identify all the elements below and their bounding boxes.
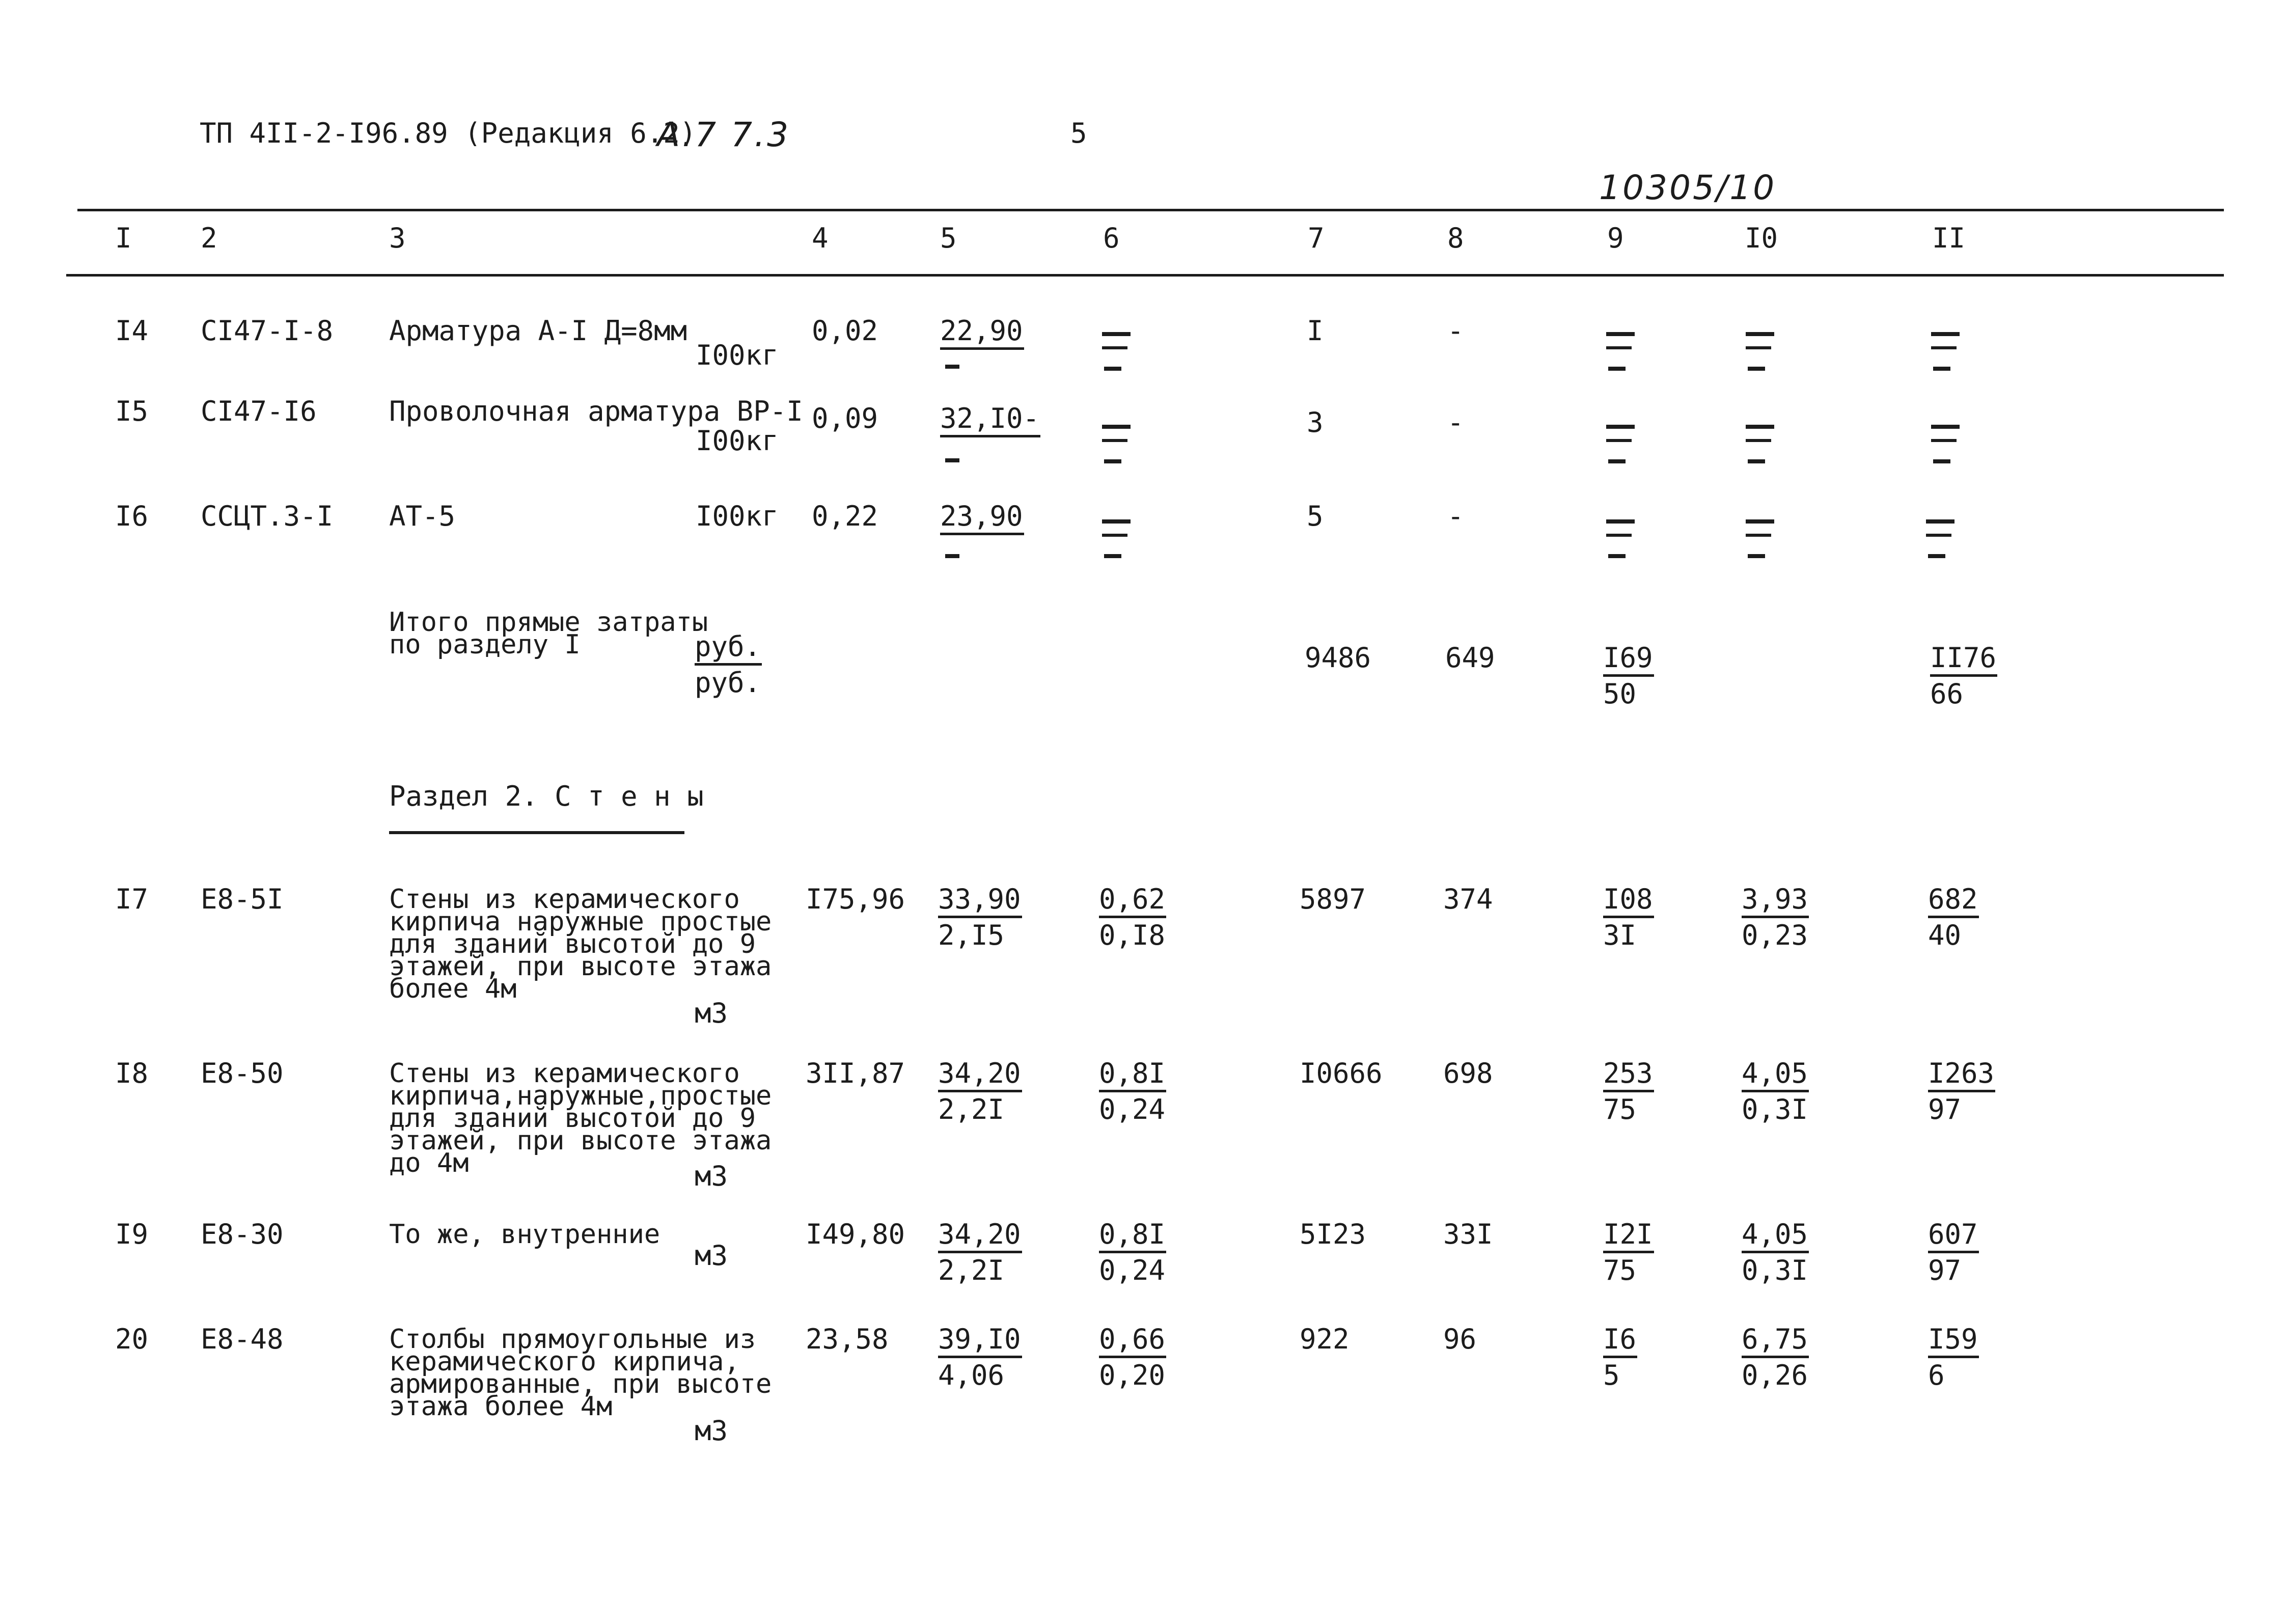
cell-col6: $\frac{0,66}{0,20}$ bbox=[1099, 1323, 1166, 1391]
row-quantity: 3II,87 bbox=[806, 1057, 905, 1089]
cell-col5-dash bbox=[945, 365, 959, 369]
cell-col5: $\frac{34,20}{2,2I}$ bbox=[938, 1218, 1021, 1286]
row-description: Арматура А-I Д=8мм bbox=[389, 315, 687, 347]
cell-col7: 5I23 bbox=[1300, 1218, 1366, 1250]
handwritten-number: 10305/10 bbox=[1599, 168, 1777, 207]
row-description: Столбы прямоугольные из керамического кирпича, армированные, при высоте этажа более 4м bbox=[389, 1324, 772, 1422]
row-unit: м3 bbox=[695, 1160, 728, 1192]
total-col7: 9486 bbox=[1305, 642, 1371, 674]
row-unit: м3 bbox=[695, 1415, 728, 1447]
row-description: АТ-5 bbox=[389, 500, 456, 532]
cell-col5: $\frac{33,90}{2,I5}$ bbox=[938, 883, 1021, 951]
column-header-5: 5 bbox=[940, 222, 957, 254]
row-quantity: I75,96 bbox=[806, 883, 905, 915]
cell-col7: I0666 bbox=[1300, 1057, 1383, 1089]
cell-col8: 33I bbox=[1443, 1218, 1493, 1250]
cell-col6: $\frac{0,62}{0,I8}$ bbox=[1099, 883, 1166, 951]
cell-col6: $\frac{0,8I}{0,24}$ bbox=[1099, 1057, 1166, 1125]
cell-col11: $\frac{607}{97}$ bbox=[1928, 1218, 1978, 1286]
handwritten-mark: А.7 7.3 bbox=[657, 115, 791, 154]
row-code: Е8-5I bbox=[201, 883, 284, 915]
row-number: 20 bbox=[115, 1323, 149, 1355]
row-quantity: 0,02 bbox=[812, 315, 878, 347]
cell-col8: - bbox=[1447, 315, 1464, 347]
section-title-underline bbox=[389, 831, 684, 834]
cell-col7: 5 bbox=[1307, 500, 1324, 532]
row-code: СI47-I6 bbox=[201, 395, 317, 427]
page-number: 5 bbox=[1070, 117, 1087, 149]
section-title: Раздел 2. С т е н ы bbox=[389, 780, 704, 812]
cell-col11: $\frac{I59}{6}$ bbox=[1928, 1323, 1978, 1391]
column-header-1: I bbox=[115, 222, 132, 254]
row-quantity: 23,58 bbox=[806, 1323, 889, 1355]
column-header-11: II bbox=[1932, 222, 1966, 254]
cell-col7: 3 bbox=[1307, 406, 1324, 438]
column-header-7: 7 bbox=[1308, 222, 1325, 254]
row-quantity: 0,09 bbox=[812, 402, 878, 434]
row-code: ССЦТ.3-I bbox=[201, 500, 334, 532]
column-header-6: 6 bbox=[1103, 222, 1120, 254]
row-number: I5 bbox=[115, 395, 149, 427]
row-quantity: I49,80 bbox=[806, 1218, 905, 1250]
column-header-9: 9 bbox=[1607, 222, 1624, 254]
row-number: I7 bbox=[115, 883, 149, 915]
row-code: СI47-I-8 bbox=[201, 315, 334, 347]
row-code: Е8-48 bbox=[201, 1323, 284, 1355]
row-number: I6 bbox=[115, 500, 149, 532]
cell-col9: $\frac{I2I}{75}$ bbox=[1603, 1218, 1653, 1286]
row-unit: м3 bbox=[695, 997, 728, 1029]
column-header-8: 8 bbox=[1447, 222, 1464, 254]
total-col11: $\frac{II76}{66}$ bbox=[1930, 642, 1997, 710]
total-unit: руб. руб. bbox=[695, 630, 761, 699]
row-number: I8 bbox=[115, 1057, 149, 1089]
row-code: Е8-30 bbox=[201, 1218, 284, 1250]
total-label: Итого прямые затраты по разделу I bbox=[389, 607, 708, 660]
row-number: I4 bbox=[115, 315, 149, 347]
cell-col9: $\frac{I6}{5}$ bbox=[1603, 1323, 1637, 1391]
cell-col7: 922 bbox=[1300, 1323, 1350, 1355]
column-header-4: 4 bbox=[812, 222, 829, 254]
column-header-2: 2 bbox=[201, 222, 217, 254]
row-quantity: 0,22 bbox=[812, 500, 878, 532]
cell-col10: $\frac{4,05}{0,3I}$ bbox=[1742, 1057, 1808, 1125]
cell-col5: 32,I0- bbox=[940, 403, 1040, 437]
cell-col9: $\frac{253}{75}$ bbox=[1603, 1057, 1653, 1125]
row-description: То же, внутренние bbox=[389, 1219, 660, 1250]
row-unit: I00кг bbox=[696, 425, 779, 457]
cell-col8: 698 bbox=[1443, 1057, 1493, 1089]
cell-col10: $\frac{4,05}{0,3I}$ bbox=[1742, 1218, 1808, 1286]
cell-col8: - bbox=[1447, 406, 1464, 438]
cell-col9: $\frac{I08}{3I}$ bbox=[1603, 883, 1653, 951]
row-description: Проволочная арматура ВР-I bbox=[389, 395, 803, 427]
row-unit: I00кг bbox=[696, 339, 779, 371]
cell-col5: $\frac{39,I0}{4,06}$ bbox=[938, 1323, 1021, 1391]
cell-col5-dash bbox=[945, 554, 959, 558]
cell-col5: 23,90 bbox=[940, 501, 1024, 535]
row-unit: м3 bbox=[695, 1240, 728, 1272]
row-code: Е8-50 bbox=[201, 1057, 284, 1089]
cell-col5-dash bbox=[945, 458, 959, 462]
header-top-rule bbox=[77, 209, 2224, 211]
total-col8: 649 bbox=[1445, 642, 1495, 674]
cell-col8: 96 bbox=[1443, 1323, 1477, 1355]
total-col9: $\frac{I69}{50}$ bbox=[1603, 642, 1653, 710]
row-description: Стены из керамического кирпича наружные простые для зданий высотой до 9 этажей, при высоте этажа более 4м bbox=[389, 884, 772, 1004]
column-header-10: I0 bbox=[1745, 222, 1778, 254]
row-description: Стены из керамического кирпича,наружные,простые для зданий высотой до 9 этажей, при высоте этажа до 4м bbox=[389, 1058, 772, 1178]
cell-col11: $\frac{I263}{97}$ bbox=[1928, 1057, 1995, 1125]
cell-col5: 22,90 bbox=[940, 316, 1024, 350]
document-code: ТП 4II-2-I96.89 (Редакция 6.2) bbox=[200, 117, 697, 149]
row-unit: I00кг bbox=[696, 500, 779, 532]
cell-col7: 5897 bbox=[1300, 883, 1366, 915]
row-number: I9 bbox=[115, 1218, 149, 1250]
cell-col8: - bbox=[1447, 500, 1464, 532]
cell-col8: 374 bbox=[1443, 883, 1493, 915]
cell-col7: I bbox=[1307, 315, 1324, 347]
cell-col11: $\frac{682}{40}$ bbox=[1928, 883, 1978, 951]
cell-col6: $\frac{0,8I}{0,24}$ bbox=[1099, 1218, 1166, 1286]
cell-col5: $\frac{34,20}{2,2I}$ bbox=[938, 1057, 1021, 1125]
cell-col10: $\frac{6,75}{0,26}$ bbox=[1742, 1323, 1808, 1391]
column-header-3: 3 bbox=[389, 222, 406, 254]
header-bottom-rule bbox=[66, 274, 2224, 277]
cell-col10: $\frac{3,93}{0,23}$ bbox=[1742, 883, 1808, 951]
